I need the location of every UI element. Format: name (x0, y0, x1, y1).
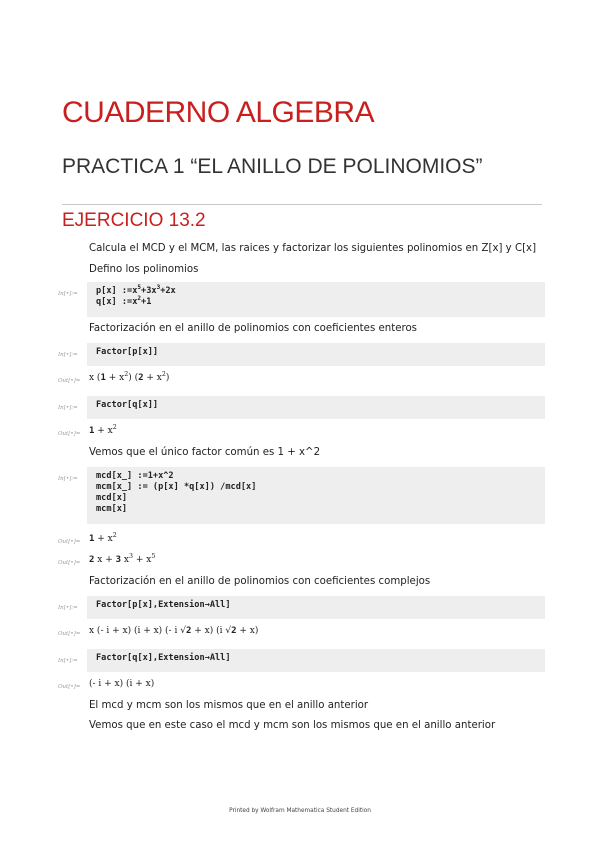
output-label: Out[•]= (58, 684, 81, 690)
input-cell-factor-q[interactable] (87, 396, 545, 419)
output-label: Out[•]= (58, 431, 81, 437)
output-factor-q-complex: (- i + x) (i + x) (89, 679, 155, 689)
input-label: In[•]:= (58, 605, 78, 611)
output-label: Out[•]= (58, 631, 81, 637)
code-line: Factor[p[x]] (96, 347, 159, 357)
code-line: p[x] $:=x^5+3x^3+2x$ (96, 284, 176, 296)
text-cell-conclusion-2: Vemos que en este caso el mcd y mcm son los mismos que en el anillo anterior (89, 720, 496, 731)
text-cell-common-factor: Vemos que el único factor común es 1 + x^2 (89, 447, 321, 458)
output-factor-p: x $(1 + x^2)$ $(2 + x^2)$ (89, 371, 170, 383)
notebook-subtitle: PRACTICA 1 “EL ANILLO DE POLINOMIOS” (62, 155, 483, 178)
input-label: In[•]:= (58, 476, 78, 482)
code-line: mcd[x] (96, 493, 128, 503)
input-cell-factor-p[interactable] (87, 343, 545, 366)
output-label: Out[•]= (58, 378, 81, 384)
text-cell-conclusion-1: El mcd y mcm son los mismos que en el anillo anterior (89, 700, 369, 711)
section-heading: EJERCICIO 13.2 (62, 210, 206, 231)
input-label: In[•]:= (58, 658, 78, 664)
code-line: Factor[q[x]] (96, 400, 159, 410)
input-label: In[•]:= (58, 405, 78, 411)
output-factor-p-complex: x (- i + x) (i + x) (- i √2 + x) (i √2 + x) (89, 626, 259, 636)
text-cell-define: Defino los polinomios (89, 264, 199, 275)
text-cell-statement: Calcula el MCD y el MCM, las raices y factorizar los siguientes polinomios en Z[x] y C[x] (89, 243, 537, 254)
output-mcd: $1 + x^2$ (89, 532, 117, 544)
input-cell-define-polynomials[interactable] (87, 282, 545, 317)
output-label: Out[•]= (58, 560, 81, 566)
input-cell-factor-q-complex[interactable] (87, 649, 545, 672)
output-mcm: 2 x + 3 $x^3 + x^5$ (89, 553, 156, 565)
text-cell-integer-factorization: Factorización en el anillo de polinomios con coeficientes enteros (89, 323, 417, 334)
input-label: In[•]:= (58, 352, 78, 358)
input-cell-mcd-mcm[interactable] (87, 467, 545, 524)
notebook-title: CUADERNO ALGEBRA (62, 96, 375, 129)
output-label: Out[•]= (58, 539, 81, 545)
section-divider (62, 204, 542, 205)
code-line: mcd[x_] :=1+x^2 (96, 471, 174, 481)
code-line: mcm[x] (96, 504, 128, 514)
text-cell-complex-factorization: Factorización en el anillo de polinomios con coeficientes complejos (89, 576, 431, 587)
input-label: In[•]:= (58, 291, 78, 297)
code-line: q[x] $:=x^2+1$ (96, 295, 152, 307)
input-cell-factor-p-complex[interactable] (87, 596, 545, 619)
code-line: mcm[x_] := (p[x] *q[x]) /mcd[x] (96, 482, 257, 492)
code-line: Factor[q[x],Extension→All] (96, 653, 231, 663)
print-footer: Printed by Wolfram Mathematica Student Edition (229, 808, 371, 814)
output-factor-q: $1 + x^2$ (89, 424, 117, 436)
code-line: Factor[p[x],Extension→All] (96, 600, 231, 610)
